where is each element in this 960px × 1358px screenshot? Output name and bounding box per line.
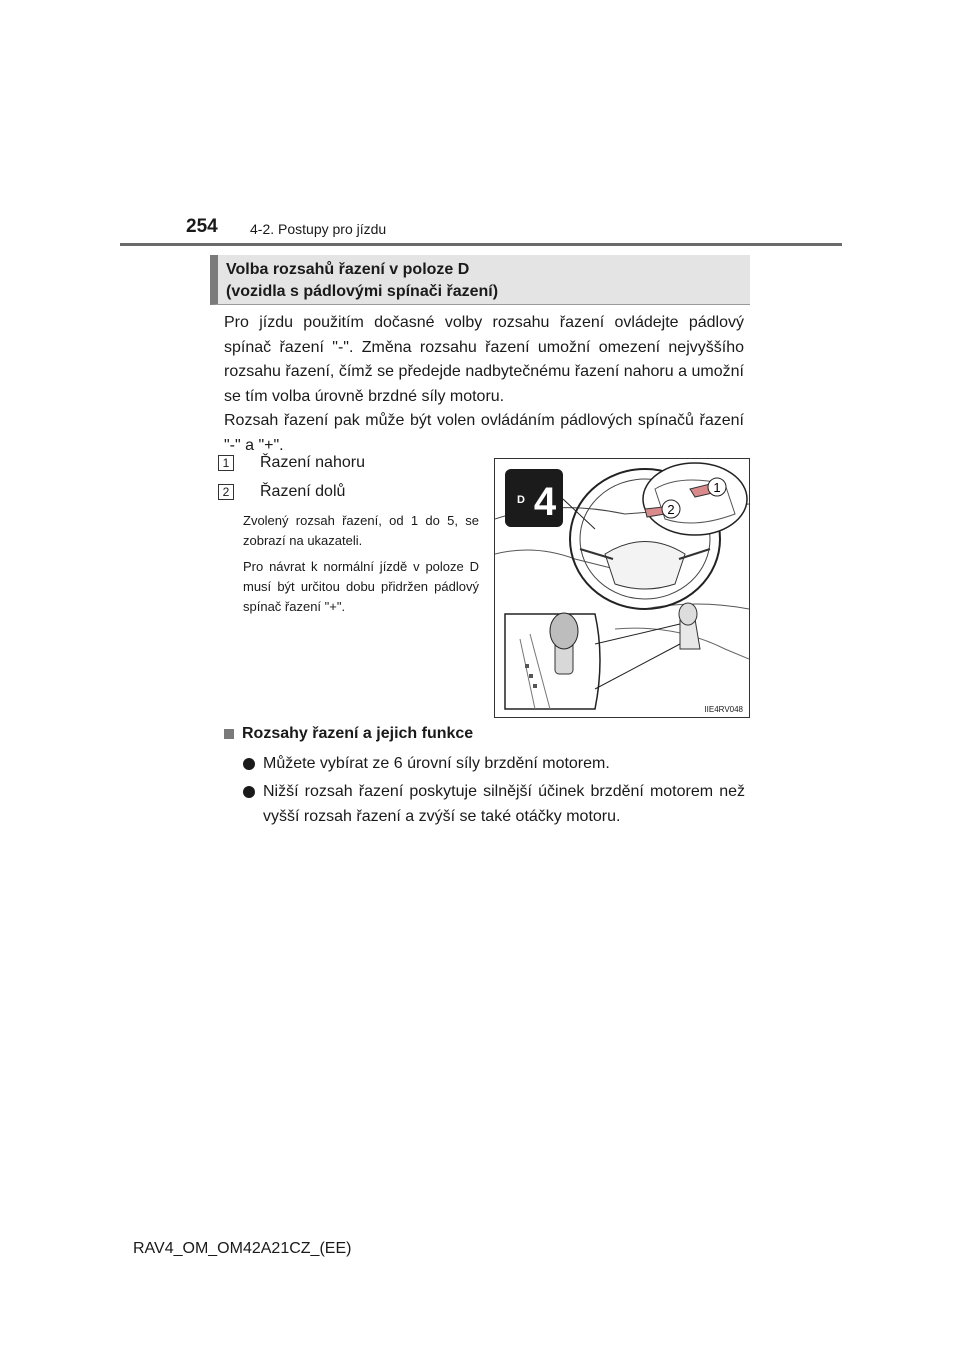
subsection-heading xyxy=(224,725,473,743)
step-shift-up xyxy=(218,454,365,472)
note-2: Pro návrat k normální jízdě v poloze D musí být určitou dobu přidržen pádlový spínač řazení "+". xyxy=(243,559,479,614)
body-text xyxy=(224,311,744,458)
page-number: 254 xyxy=(186,216,218,237)
square-bullet-icon xyxy=(224,729,234,739)
footer-doc-code: RAV4_OM_OM42A21CZ_(EE) xyxy=(133,1240,352,1257)
bullet-dot-icon xyxy=(243,786,255,798)
paddle-shift-illustration xyxy=(494,458,750,718)
callout-1: 1 xyxy=(713,480,721,495)
subsection-heading-text: Rozsahy řazení a jejich funkce xyxy=(242,725,474,742)
topic-title-line2: (vozidla s pádlovými spínači řazení) xyxy=(226,283,499,300)
bullet-text-1: Můžete vybírat ze 6 úrovní síly brzdění motorem. xyxy=(263,755,610,772)
figure-code: IIE4RV048 xyxy=(704,705,743,714)
step-label-1: Řazení nahoru xyxy=(260,454,365,471)
step-label-2: Řazení dolů xyxy=(260,483,346,500)
indicator-letter: D xyxy=(517,494,525,506)
illustration-drawing xyxy=(495,459,749,717)
bullet-text-2: Nižší rozsah řazení poskytuje silnější účinek brzdění motorem než vyšší rozsah řazení a zvýší se také otáčky motoru. xyxy=(263,783,745,825)
bullet-dot-icon xyxy=(243,758,255,770)
step-number-1: 1 xyxy=(218,455,234,471)
topic-title-line1: Volba rozsahů řazení v poloze D xyxy=(226,261,470,278)
callout-2: 2 xyxy=(667,502,675,517)
topic-title-box xyxy=(210,255,750,305)
step-number-2: 2 xyxy=(218,484,234,500)
header-divider xyxy=(120,243,842,246)
body-paragraph-2: Rozsah řazení pak může být volen ovládáním pádlových spínačů řazení "-" a "+". xyxy=(224,412,744,454)
step-shift-down xyxy=(218,483,345,501)
note-1: Zvolený rozsah řazení, od 1 do 5, se zobrazí na ukazateli. xyxy=(243,513,479,548)
body-paragraph-1: Pro jízdu použitím dočasné volby rozsahu řazení ovládejte pádlový spínač řazení "-". Změna rozsahu řazení umožní omezení nejvyššího rozsahu řazení, čímž se předejde nadbytečnému řazení nahoru a umožní se tím volba úrovně brzdné síly motoru. xyxy=(224,314,744,405)
section-title: 4-2. Postupy pro jízdu xyxy=(250,221,387,237)
indicator-gear-number: 4 xyxy=(533,480,557,524)
bullet-item-1 xyxy=(243,752,745,777)
bullet-item-2 xyxy=(243,780,745,829)
